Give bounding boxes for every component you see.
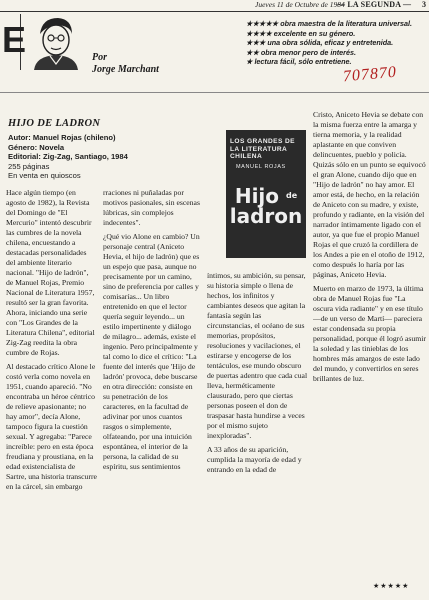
article-column-2 xyxy=(103,188,200,598)
article-paragraph: A 33 años de su aparición, cumplida la mayoría de edad y entrando en la edad de xyxy=(207,445,302,474)
article-paragraph: Al destacado crítico Alone le costó verla como novela en 1951, cuando apareció. "No encontraba un héroe céntrico de relieve apasionante; no hay amor", decía Alone, tampoco figura la cuestión sexual. Y agregaba: "Parece increíble: pero en esta época freudiana y proustiana, en la edad existencialista de Sartre, una historia transcurre en la cárcel, sin embargo xyxy=(6,362,97,491)
byline-author: Jorge Marchant xyxy=(92,64,159,75)
book-cover-image xyxy=(226,130,306,258)
book-details xyxy=(8,133,188,181)
section-rule xyxy=(0,92,429,93)
book-pages: 255 páginas xyxy=(8,161,50,171)
article-paragraph: íntimos, su ambición, su pensar, su historia simple o llena de hechos, los infinitos y cambiantes deseos que agitan la fantasía según las circunstancias, el océano de sus memorias, propósitos, resoluciones y vacilaciones, el estirarse y encogerse de los tentáculos, ese mundo obscuro de puertas adentro que cada cual lleva, herméticamente clausurado, pero que ciertas personas poseen el don de traspasar hasta hundirse a veces por el mismo sujeto inexploradas". xyxy=(207,271,308,440)
cover-title-main: Hijo xyxy=(234,184,280,208)
review-rating-stars: ★★★★★ xyxy=(373,582,410,590)
book-availability: En venta en quioscos xyxy=(8,171,81,181)
header-rule xyxy=(0,11,429,12)
rating-legend-item: ★★★★★ obra maestra de la literatura universal. xyxy=(246,19,413,28)
review-title: HIJO DE LADRON xyxy=(8,118,101,129)
article-paragraph: Hace algún tiempo (en agosto de 1982), la Revista del Domingo de "El Mercurio" intentó descubrir las cumbres de la novela chilena, encuestando a destacadas personalidades del ambiente literario nacional. "Hijo de ladrón", de Manuel Rojas, Premio Nacional de Literatura 1957, resultó ser la gran favorita. Ahora, iniciando una serie con "Los Grandes de la Literatura Chilena", editorial Zig-Zag reedita la obra cumbre de Rojas. xyxy=(6,188,95,357)
byline-prefix: Por xyxy=(92,52,107,63)
article-column-3 xyxy=(207,271,308,598)
section-marker xyxy=(0,14,27,70)
article-paragraph: rraciones ni puñaladas por motivos pasionales, sin escenas lúbricas, sin complejos indecentes". xyxy=(103,188,200,227)
article-column-1 xyxy=(6,188,97,598)
page-number: 3 xyxy=(422,0,426,9)
cover-book-title xyxy=(229,186,303,226)
cover-title-end: ladron xyxy=(229,204,303,228)
article-column-4 xyxy=(313,110,426,592)
cover-title-de: de xyxy=(286,191,298,200)
rating-legend-item: ★★★★ excelente en su género. xyxy=(246,28,356,38)
rating-legend-item: ★★ obra menor pero de interés. xyxy=(246,47,356,57)
section-letter: E xyxy=(2,19,27,60)
book-author: Autor: Manuel Rojas (chileno) xyxy=(8,133,116,142)
book-publisher: Editorial: Zig-Zag, Santiago, 1984 xyxy=(8,152,128,162)
newspaper-name: — LA SEGUNDA — xyxy=(337,0,412,9)
article-paragraph: ¿Qué vio Alone en cambio? Un personaje central (Aniceto Hevia, el hijo de ladrón) que es un espejo que pasa, aunque no precisamente por un camino, sino de preferencia por calles y comisarías... Un libro entretenido en que el lector quería seguir leyendo... un estilo impertinente y diálogo de milagro... además, existe el ingenio. Pero principalmente y tal como lo dice el crítico: "La fuente del interés que 'Hijo de ladrón' provoca, debe buscarse en otra dirección: consiste en su penetración de los caracteres, en la facultad de adivinar por unos cuantos rasgos o simplemente, olfateando, por una intuición espontánea, el interior de la persona, la calidad de su espíritu, sus sentimientos xyxy=(103,232,200,471)
handwritten-archive-number: 707870 xyxy=(342,63,398,86)
rating-legend-item: ★ lectura fácil, sólo entretiene. xyxy=(246,57,352,67)
issue-date: Jueves 11 de Octubre de 1984 xyxy=(255,0,345,9)
cover-author: MANUEL ROJAS xyxy=(236,164,286,170)
article-paragraph: Cristo, Aniceto Hevia se debate con la misma fuerza entre la amarga y tierna memoria, y la realidad aplastante en que conviven delincuentes, pueblo y policía. Quizás sólo en un punto se equivocó el gran Alone, cuando dijo que en "Hijo de ladrón" no hay amor. El amor está, de hecho, en la relación de Aniceto con su madre, y existe, profundo y radiante, en la visión del narrador íntimamente ligado con el autor, ya que fue el propio Manuel Rojas el que cruzó la cordillera de los Andes a pie en el otoño de 1912, como después lo haría por las páginas, Aniceto Hevia. xyxy=(313,110,426,279)
author-portrait xyxy=(26,14,84,70)
rating-legend xyxy=(246,19,426,67)
article-paragraph: Muerto en marzo de 1973, la última obra de Manuel Rojas fue "La oscura vida radiante" y en ese título —de un verso de Martí— pareciera estar condensada su propia personalidad, porque él logró asumir la soledad y las tinieblas de los hombres más amargos de este lado del mundo, y convertirlos en seres brillantes de luz. xyxy=(313,284,426,383)
book-genre: Género: Novela xyxy=(8,142,65,152)
cover-series-title: LOS GRANDES DE LA LITERATURA CHILENA xyxy=(230,138,295,161)
rating-legend-item: ★★★ una obra sólida, eficaz y entretenida. xyxy=(246,38,394,48)
